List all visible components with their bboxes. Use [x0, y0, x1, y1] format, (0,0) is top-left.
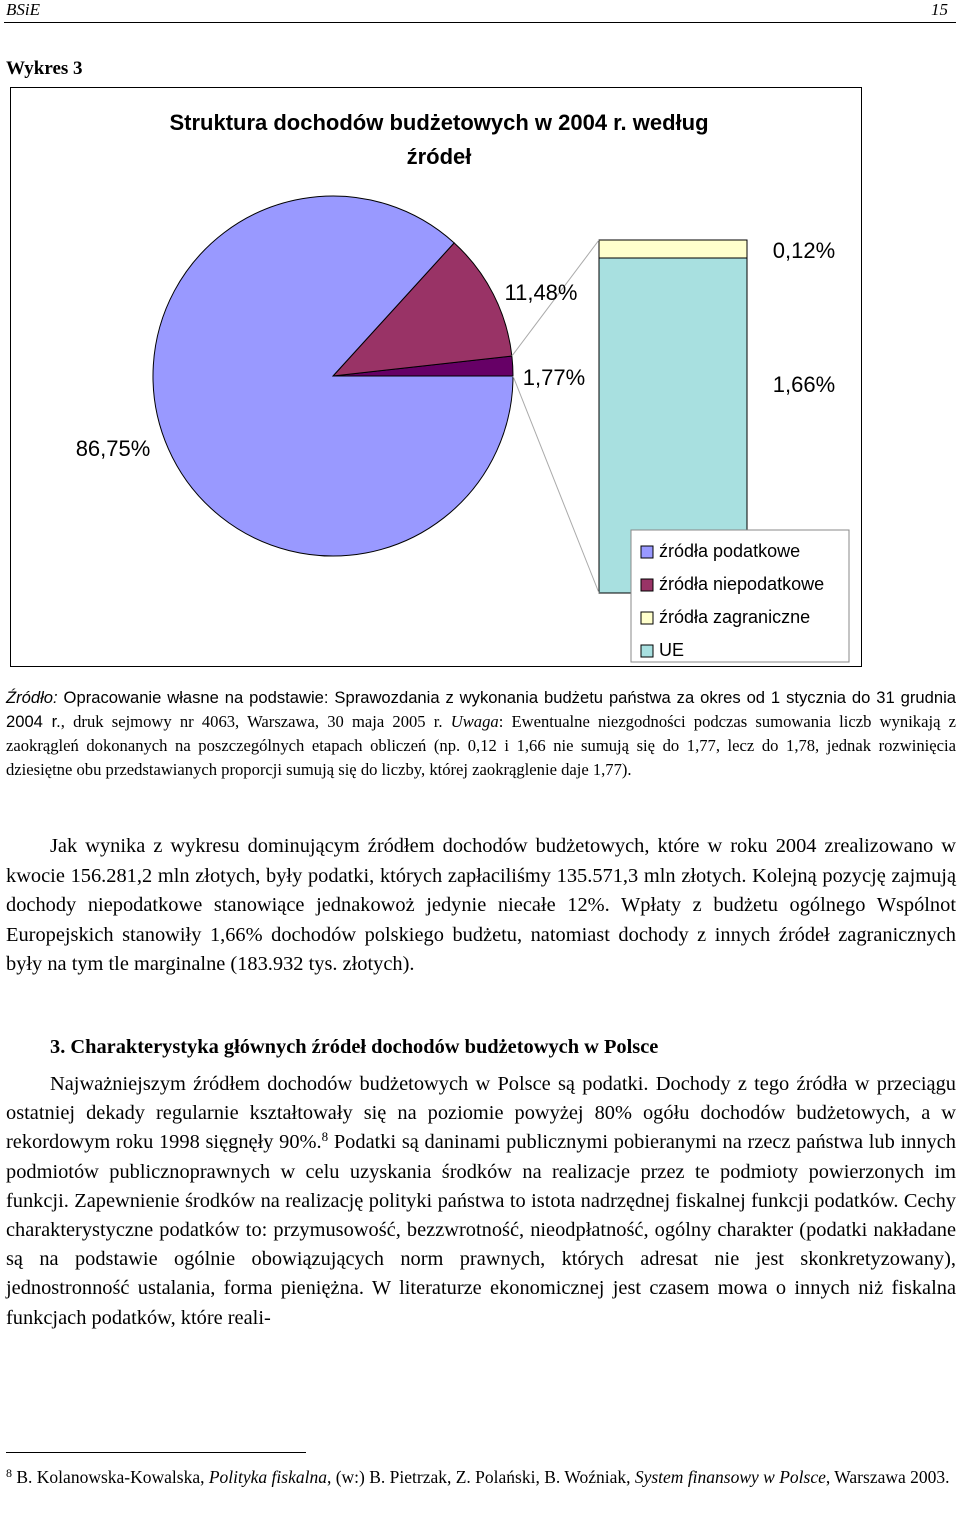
label-foreign-other: 0,12%: [772, 238, 836, 263]
footnote-title1: Polityka fiskalna: [208, 1467, 327, 1487]
chart-source-note: [6, 686, 956, 782]
figure-label: Wykres 3: [6, 58, 83, 79]
footnote-rule: [6, 1452, 306, 1453]
page-number: 15: [931, 0, 948, 19]
chart-title-line1: Struktura dochodów budżetowych w 2004 r. według: [169, 110, 709, 135]
body-paragraph-1: Jak wynika z wykresu dominującym źródłem dochodów budżetowych, które w roku 2004 zrealizowano w kwocie 156.281,2 mln złotych, były podatki, których zapłaciliśmy 135.571,3 mln złotych. Kolejną pozycję zajmują dochody niepodatkowe stanowiące jednakowoż jedynie niecałe 12%. Wpłaty z budżetu ogólnego Wspólnot Europejskich stanowiły 1,66% dochodów polskiego budżetu, natomiast dochody z innych źródeł zagranicznych były na tym tle marginalne (183.932 tys. złotych).: [6, 835, 956, 975]
label-foreign: 1,77%: [522, 365, 586, 390]
legend-swatch: [641, 546, 653, 558]
footnote-middle: , (w:) B. Pietrzak, Z. Polański, B. Woźniak,: [326, 1467, 635, 1487]
footnote-author: B. Kolanowska-Kowalska,: [12, 1467, 209, 1487]
footnote-title2: System finansowy w Polsce: [634, 1467, 826, 1487]
label-tax: 86,75%: [75, 436, 151, 461]
legend-label: źródła podatkowe: [659, 541, 801, 561]
source-label: Źródło:: [6, 688, 58, 707]
footnote-reference[interactable]: 8: [321, 1129, 329, 1145]
legend-label: źródła zagraniczne: [659, 607, 811, 627]
chart-container: [10, 87, 862, 667]
legend-label: źródła niepodatkowe: [659, 574, 825, 594]
section-heading: 3. Charakterystyka głównych źródeł dochodów budżetowych w Polsce: [50, 1036, 659, 1058]
legend-swatch: [641, 612, 653, 624]
footnote: [6, 1466, 960, 1489]
legend-swatch: [641, 645, 653, 657]
source-text: Opracowanie własne na podstawie: Sprawozdania z wykonania budżetu państwa za okres od 1 stycznia do 31 grudnia 2004 r.: [6, 688, 956, 731]
chart-title-line2: źródeł: [406, 144, 472, 169]
paragraph2-text-before: Najważniejszym źródłem dochodów budżetowych w Polsce są podatki. Dochody z tego źródła w przeciągu ostatniej dekady regularnie kształtowały się na poziomie powyżej 80% ogółu dochodów budżetowych, a w rekordowym roku 1998 sięgnęły 90%.: [6, 1073, 956, 1154]
footnote-number: 8: [6, 1466, 12, 1480]
legend-swatch: [641, 579, 653, 591]
pie-chart: [11, 88, 861, 666]
label-nontax: 11,48%: [504, 280, 578, 305]
paragraph2-text-after: Podatki są daninami publicznymi pobieranymi na rzecz państwa lub innych podmiotów publicznoprawnych w celu uzyskania środków na realizacje przez te podmioty powierzonych im funkcji. Zapewnienie środków na realizację polityki państwa to istota nadrzędnej fiskalnej funkcji podatków. Cechy charakterystyczne podatków to: przymusowość, bezzwrotność, nieodpłatność, ogólny charakter (podatki nakładane są na podstawie ogólnie obowiązujących norm prawnych, których adresat nie jest skonkretyzowany), jednostronność ustalania, forma pieniężna. W literaturze ekonomicznej jest czasem mowa o innych niż fiskalna funkcjach podatków, które reali-: [6, 1131, 956, 1329]
body-paragraph-2: [6, 1070, 956, 1333]
footnote-end: , Warszawa 2003.: [825, 1467, 950, 1487]
running-header-left: BSiE: [6, 0, 40, 19]
source-details: , druk sejmowy nr 4063, Warszawa, 30 maja 2005 r.: [60, 712, 451, 731]
label-eu: 1,66%: [772, 372, 836, 397]
connector-line-lower: [513, 376, 599, 593]
header-rule: [4, 22, 956, 23]
note-label: Uwaga: [450, 712, 499, 731]
bar-segment-foreign-other: [599, 240, 747, 258]
legend-label: UE: [659, 640, 685, 660]
note-text: : Ewentualne niezgodności podczas sumowania liczb wynikają z zaokrągleń dokonanych na poszczególnych etapach obliczeń (np. 0,12 i 1,66 nie sumują się do 1,77, lecz do 1,78, jednak rozwinięcia dziesiętne obu przedstawianych proporcji sumują się do liczby, której zaokrąglenie daje 1,77).: [6, 712, 956, 779]
